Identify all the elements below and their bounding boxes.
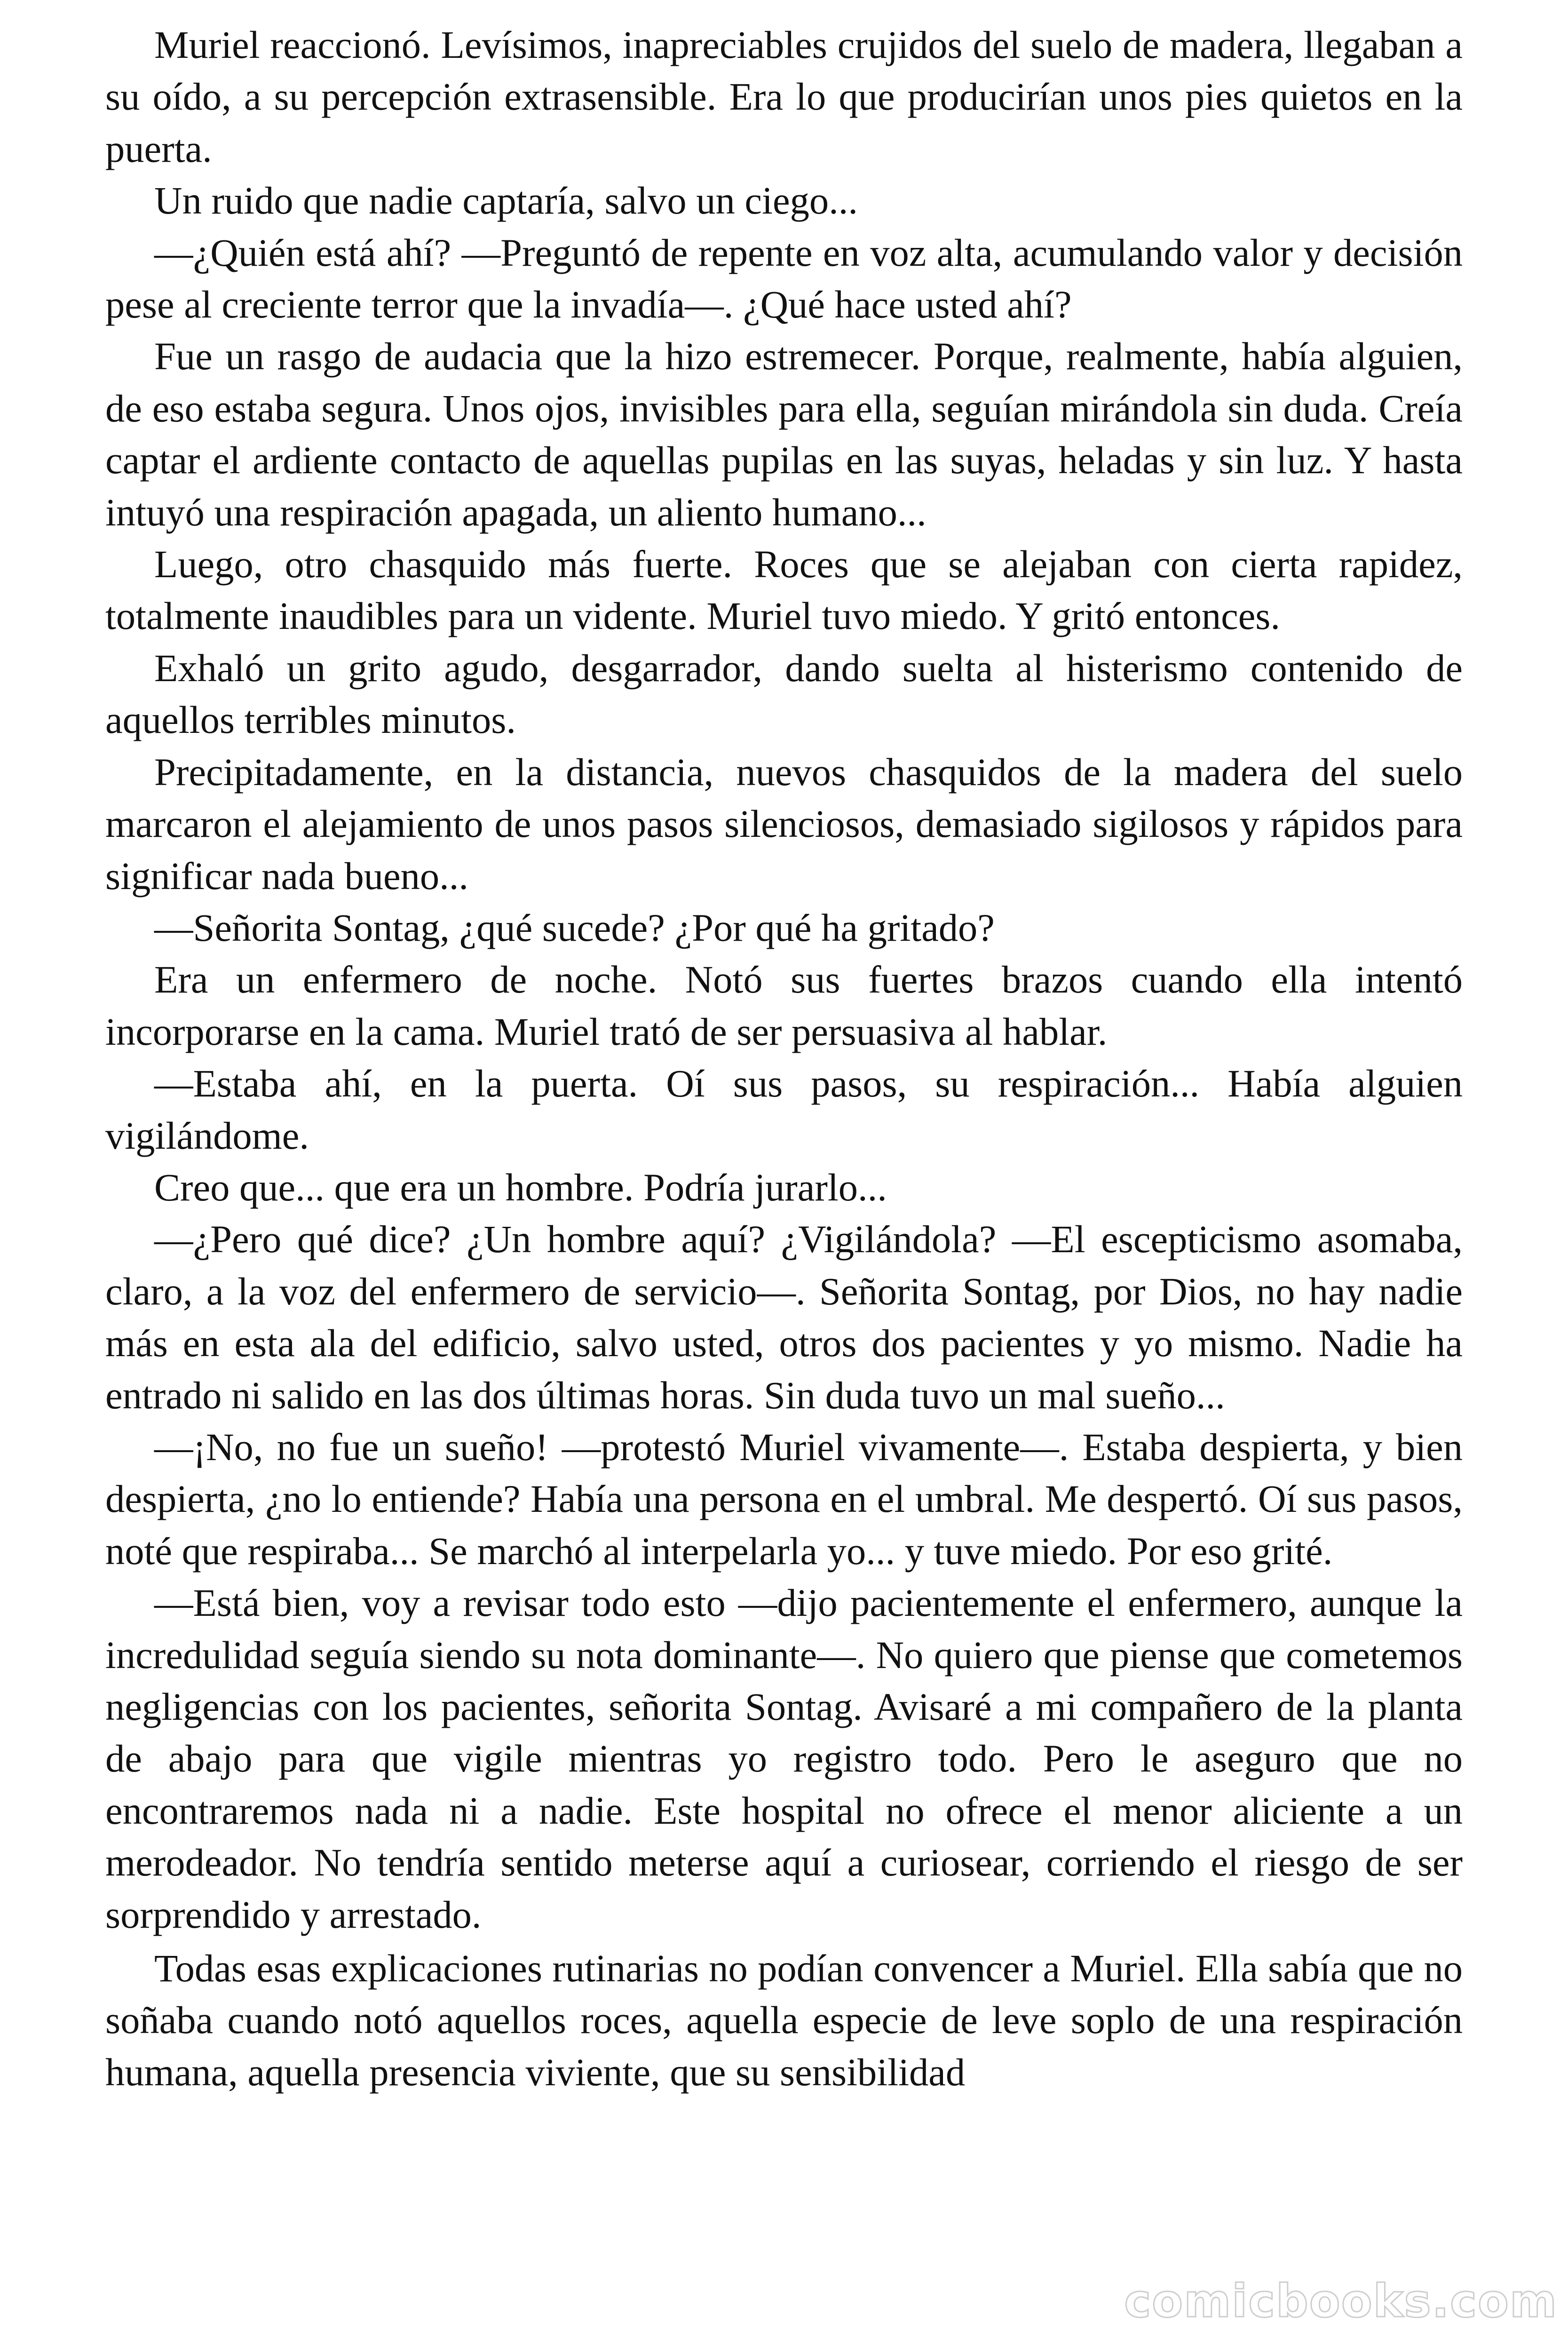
paragraph: —¿Quién está ahí? —Preguntó de repente en voz alta, acumulando valor y decisión pese al creciente terror que la invadía—. ¿Qué hace usted ahí?: [105, 230, 1463, 326]
watermark: comicbooks.com: [1124, 2275, 1558, 2328]
paragraph: Precipitadamente, en la distancia, nuevos chasquidos de la madera del suelo marcaron el alejamiento de unos pasos silenciosos, demasiado sigilosos y rápidos para significar nada bueno...: [105, 750, 1463, 898]
paragraph: Exhaló un grito agudo, desgarrador, dando suelta al histerismo contenido de aquellos terribles minutos.: [105, 646, 1463, 742]
paragraph: Fue un rasgo de audacia que la hizo estremecer. Porque, realmente, había alguien, de eso estaba segura. Unos ojos, invisibles para ella, seguían mirándola sin duda. Creía captar el ardiente contacto de aquellas pupilas en las suyas, heladas y sin luz. Y hasta intuyó una respiración apagada, un aliento humano...: [105, 334, 1463, 534]
paragraph: —Estaba ahí, en la puerta. Oí sus pasos, su respiración... Había alguien vigilándome.: [105, 1062, 1463, 1157]
paragraph: Creo que... que era un hombre. Podría jurarlo...: [154, 1165, 887, 1209]
paragraph: —Está bien, voy a revisar todo esto —dijo pacientemente el enfermero, aunque la incredulidad seguía siendo su nota dominante—. No quiero que piense que cometemos negligencias con los pacientes, señorita Sontag. Avisaré a mi compañero de la planta de abajo para que vigile mientras yo registro todo. Pero le aseguro que no encontraremos nada ni a nadie. Este hospital no ofrece el menor aliciente a un merodeador. No tendría sentido meterse aquí a curiosear, corriendo el riesgo de ser sorprendido y arrestado.: [105, 1581, 1463, 1936]
paragraph: —Señorita Sontag, ¿qué sucede? ¿Por qué ha gritado?: [154, 906, 995, 949]
paragraph: Muriel reaccionó. Levísimos, inapreciables crujidos del suelo de madera, llegaban a su oído, a su percepción extrasensible. Era lo que producirían unos pies quietos en la puerta.: [105, 23, 1463, 170]
paragraph: Luego, otro chasquido más fuerte. Roces que se alejaban con cierta rapidez, totalmente inaudibles para un vidente. Muriel tuvo miedo. Y gritó entonces.: [105, 542, 1463, 638]
paragraph: —¡No, no fue un sueño! —protestó Muriel vivamente—. Estaba despierta, y bien despierta, ¿no lo entiende? Había una persona en el umbral. Me despertó. Oí sus pasos, noté que respiraba... Se marchó al interpelarla yo... y tuve miedo. Por eso grité.: [105, 1425, 1463, 1573]
book-page: [105, 19, 1463, 2343]
paragraph: Era un enfermero de noche. Notó sus fuertes brazos cuando ella intentó incorporarse en la cama. Muriel trató de ser persuasiva al hablar.: [105, 958, 1463, 1053]
paragraph: Todas esas explicaciones rutinarias no podían convencer a Muriel. Ella sabía que no soñaba cuando notó aquellos roces, aquella especie de leve soplo de una respiración humana, aquella presencia viviente, que su sensibilidad: [105, 1947, 1463, 2094]
paragraph: Un ruido que nadie captaría, salvo un ciego...: [154, 179, 858, 222]
paragraph: —¿Pero qué dice? ¿Un hombre aquí? ¿Vigilándola? —El escepticismo asomaba, claro, a la voz del enfermero de servicio—. Señorita Sontag, por Dios, no hay nadie más en esta ala del edificio, salvo usted, otros dos pacientes y yo mismo. Nadie ha entrado ni salido en las dos últimas horas. Sin duda tuvo un mal sueño...: [105, 1217, 1463, 1417]
